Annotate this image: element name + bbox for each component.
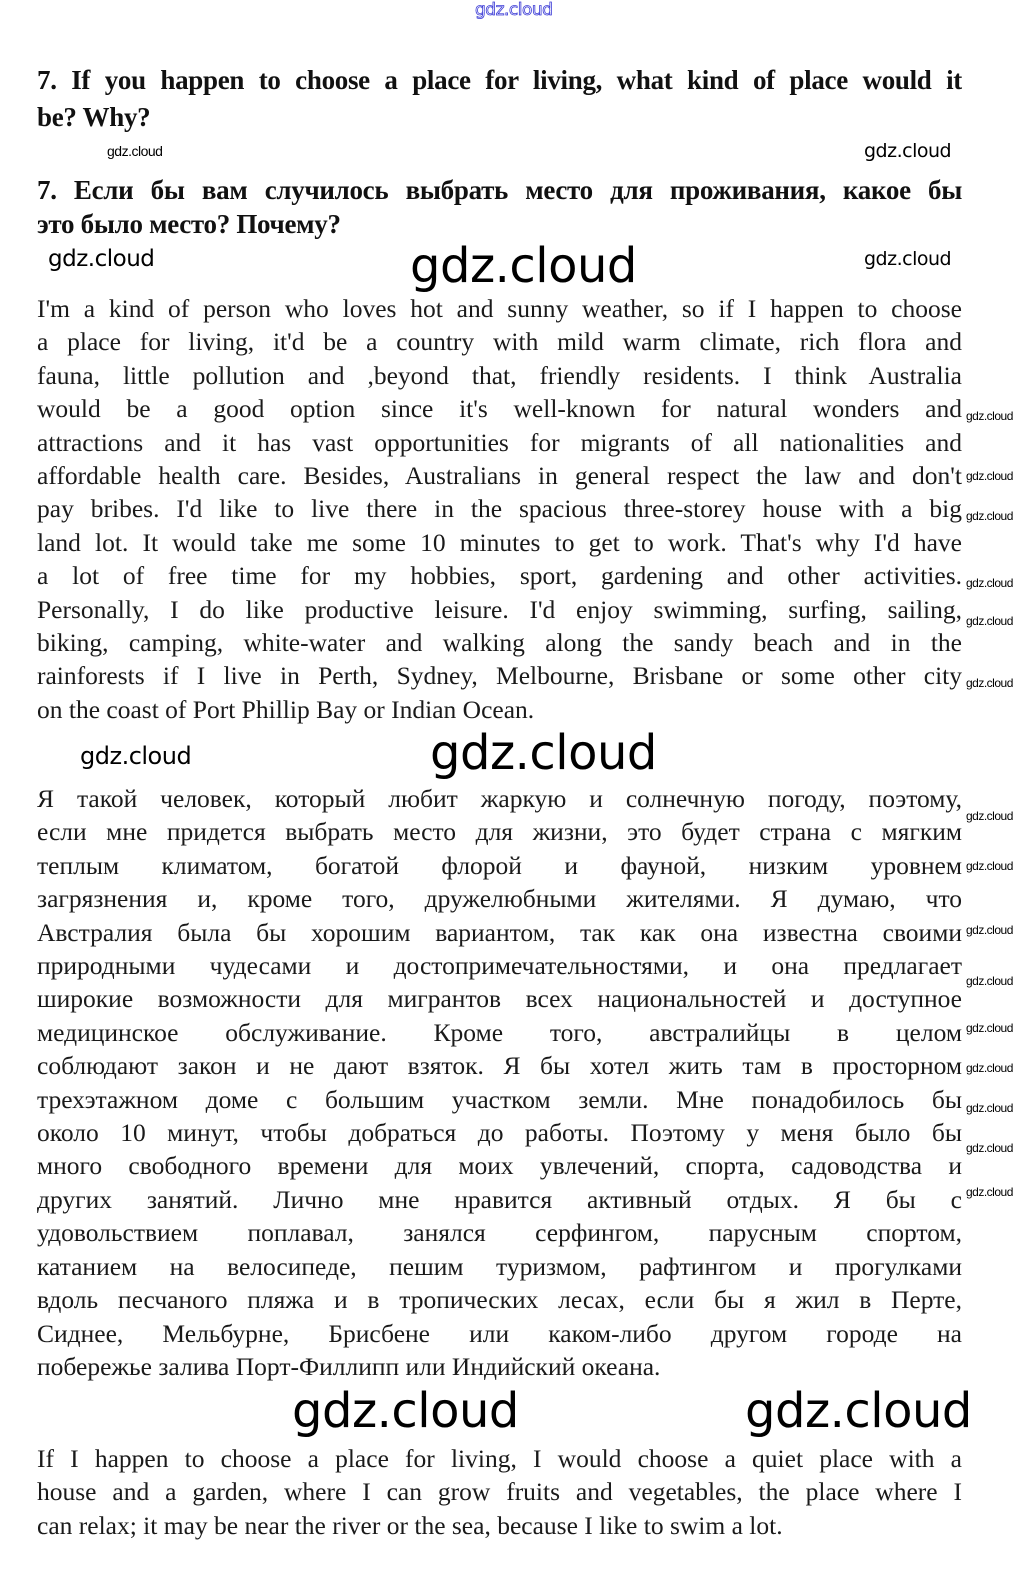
paragraph-line: медицинское обслуживание. Кроме того, австралийцы в целом: [37, 1017, 962, 1047]
paragraph-line: трехэтажном доме с большим участком земли. Мне понадобилось бы: [37, 1084, 962, 1114]
question-line: 7. Если бы вам случилось выбрать место для проживания, какое бы: [37, 175, 962, 205]
paragraph-line: land lot. It would take me some 10 minutes to get to work. That's why I'd have: [37, 527, 962, 557]
answer-alternative: [37, 1442, 962, 1542]
paragraph-line: Я такой человек, который любит жаркую и солнечную погоду, поэтому,: [37, 784, 962, 813]
watermark: gdz.cloud: [864, 140, 952, 162]
paragraph-line: pay bribes. I'd like to live there in the spacious three-storey house with a big: [37, 494, 962, 524]
paragraph-line: affordable health care. Besides, Australians in general respect the law and don't: [37, 461, 962, 491]
paragraph-line: удовольствием поплавал, занялся серфингом, парусным спортом,: [37, 1218, 962, 1248]
watermark: gdz.cloud: [966, 409, 1013, 423]
watermark: gdz.cloud: [292, 1383, 519, 1439]
paragraph-line: других занятий. Лично мне нравится активный отдых. Я бы с: [37, 1184, 962, 1214]
paragraph-line: a lot of free time for my hobbies, sport, gardening and other activities.: [37, 561, 962, 591]
paragraph-line: house and a garden, where I can grow fruits and vegetables, the place where I: [37, 1477, 962, 1507]
paragraph-line: загрязнения и, кроме того, дружелюбными жителями. Я думаю, что: [37, 884, 962, 914]
question-line: это было место? Почему?: [37, 209, 341, 239]
paragraph-line: fauna, little pollution and ,beyond that, friendly residents. I think Australia: [37, 360, 962, 390]
paragraph-line: если мне придется выбрать место для жизни, это будет страна с мягким: [37, 817, 962, 847]
watermark: gdz.cloud: [48, 246, 155, 272]
paragraph-line: много свободного времени для моих увлечений, спорта, садоводства и: [37, 1151, 962, 1181]
paragraph-line: would be a good option since it's well-known for natural wonders and: [37, 394, 962, 424]
paragraph-line: I'm a kind of person who loves hot and sunny weather, so if I happen to choose: [37, 294, 962, 323]
watermark: gdz.cloud: [966, 676, 1013, 690]
paragraph-line: biking, camping, white-water and walking along the sandy beach and in the: [37, 628, 962, 658]
paragraph-line: вдоль песчаного пляжа и в тропических лесах, если бы я жил в Перте,: [37, 1285, 962, 1315]
watermark: gdz.cloud: [966, 1141, 1013, 1155]
watermark: gdz.cloud: [966, 576, 1013, 590]
question-line: be? Why?: [37, 102, 151, 132]
paragraph-line: can relax; it may be near the river or the sea, because I like to swim a lot.: [37, 1510, 783, 1540]
watermark: gdz.cloud: [966, 923, 1013, 937]
watermark: gdz.cloud: [475, 0, 553, 20]
question-russian: [37, 173, 962, 241]
watermark: gdz.cloud: [966, 809, 1013, 823]
answer-english: [37, 292, 962, 726]
paragraph-line: rainforests if I live in Perth, Sydney, Melbourne, Brisbane or some other city: [37, 661, 962, 691]
paragraph-line: побережье залива Порт-Филлипп или Индийский океана.: [37, 1351, 661, 1381]
watermark: gdz.cloud: [966, 509, 1013, 523]
watermark: gdz.cloud: [966, 1185, 1013, 1199]
watermark: gdz.cloud: [966, 614, 1013, 628]
watermark: gdz.cloud: [745, 1383, 972, 1439]
watermark: gdz.cloud: [864, 248, 952, 270]
paragraph-line: около 10 минут, чтобы добраться до работы. Поэтому у меня было бы: [37, 1118, 962, 1148]
watermark: gdz.cloud: [107, 143, 163, 159]
paragraph-line: on the coast of Port Phillip Bay or Indian Ocean.: [37, 694, 535, 724]
paragraph-line: катанием на велосипеде, пешим туризмом, рафтингом и прогулками: [37, 1251, 962, 1281]
paragraph-line: Personally, I do like productive leisure. I'd enjoy swimming, surfing, sailing,: [37, 594, 962, 624]
paragraph-line: Сиднее, Мельбурне, Брисбене или каком-либо другом городе на: [37, 1318, 962, 1348]
watermark: gdz.cloud: [966, 1021, 1013, 1035]
watermark: gdz.cloud: [966, 1061, 1013, 1075]
answer-russian: [37, 782, 962, 1383]
watermark: gdz.cloud: [966, 974, 1013, 988]
watermark: gdz.cloud: [966, 1101, 1013, 1115]
paragraph-line: If I happen to choose a place for living, I would choose a quiet place with a: [37, 1444, 962, 1473]
question-english: [37, 62, 962, 136]
paragraph-line: соблюдают закон и не дают взяток. Я бы хотел жить там в просторном: [37, 1051, 962, 1081]
question-line: 7. If you happen to choose a place for living, what kind of place would it: [37, 65, 962, 95]
paragraph-line: attractions and it has vast opportunities for migrants of all nationalities and: [37, 427, 962, 457]
watermark: gdz.cloud: [80, 742, 192, 770]
paragraph-line: a place for living, it'd be a country with mild warm climate, rich flora and: [37, 327, 962, 357]
paragraph-line: природными чудесами и достопримечательностями, и она предлагает: [37, 951, 962, 981]
watermark: gdz.cloud: [410, 238, 637, 294]
paragraph-line: широкие возможности для мигрантов всех национальностей и доступное: [37, 984, 962, 1014]
watermark: gdz.cloud: [966, 859, 1013, 873]
paragraph-line: Австралия была бы хорошим вариантом, так как она известна своими: [37, 917, 962, 947]
watermark: gdz.cloud: [966, 469, 1013, 483]
watermark: gdz.cloud: [430, 725, 657, 781]
paragraph-line: теплым климатом, богатой флорой и фауной, низким уровнем: [37, 850, 962, 880]
